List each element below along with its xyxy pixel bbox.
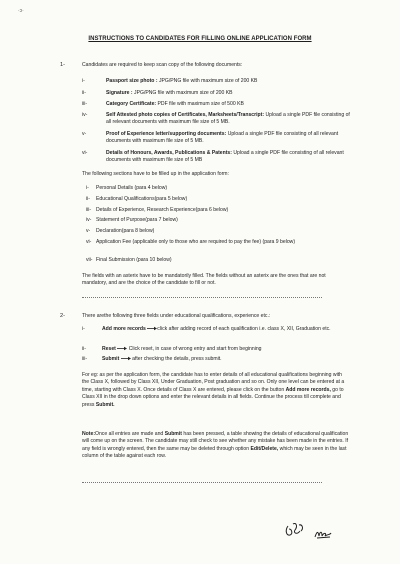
item-text: Educational Qualifications(para 5 below) [96, 196, 188, 202]
example-bold-1: Add more records, [285, 386, 331, 393]
section-2-number: 2- [60, 313, 65, 319]
section-list-item [86, 228, 348, 235]
document-item [82, 112, 352, 126]
item-text: Personal Details (para 4 below) [96, 185, 168, 191]
item-numeral: iv- [82, 112, 88, 118]
document-item [82, 150, 352, 164]
corner-mark: ·ɔ· [18, 8, 24, 14]
document-item [82, 101, 352, 108]
document-item [82, 90, 352, 97]
note-paragraph [82, 431, 350, 461]
document-item [82, 131, 352, 145]
item-label: Category Certificate: [106, 101, 157, 107]
field-item [82, 326, 352, 333]
reset-label: Reset [102, 346, 116, 352]
add-more-records-label: Add more records [102, 326, 146, 332]
item-numeral: i- [82, 326, 85, 332]
arrow-right-icon [121, 356, 131, 361]
item-numeral: vi- [82, 150, 88, 156]
item-text: JPG/PNG file with maximum size of 200 KB [134, 90, 233, 96]
item-text: Final Submission (para 10 below) [96, 257, 172, 263]
item-text: Upload a single PDF file consisting of all relevant documents with maximum file size of 5 MB [106, 150, 344, 163]
field-item [82, 346, 352, 353]
note-bold-2: Edit/Delete, [250, 445, 279, 452]
divider [82, 482, 322, 483]
sections-intro: The following sections have to be filled up in the application form: [82, 171, 229, 177]
arrow-right-icon [147, 326, 157, 331]
item-text: Upload a single PDF file consisting of all relevant documents with maximum file size of 5 MB. [106, 112, 350, 125]
example-bold-2: Submit. [95, 401, 115, 408]
section-list-item [86, 207, 348, 214]
item-numeral: iii- [86, 207, 92, 213]
item-label: Signature : [106, 90, 133, 96]
item-text: PDF file with maximum size of 500 KB [157, 101, 244, 107]
item-numeral: iii- [82, 101, 88, 107]
section-2-intro: There arethe following three fields under educational qualifications, experience etc.: [82, 313, 271, 319]
item-text: after checking the details, press submit. [132, 356, 222, 362]
item-text: Declaration(para 8 below) [96, 228, 155, 234]
item-text: Details of Experience, Research Experience(para 6 below) [96, 207, 229, 213]
item-text: Upload a single PDF file consisting of all relevant documents with maximum file size of 5 MB. [106, 131, 339, 144]
section-1-intro: Candidates are required to keep scan copy of the following documents: [82, 62, 243, 68]
item-numeral: ii- [82, 90, 86, 96]
item-numeral: iii- [82, 356, 88, 362]
item-text: Statement of Purpose(para 7 below) [96, 217, 178, 223]
section-list-item [86, 185, 348, 192]
item-numeral: v- [82, 131, 87, 137]
page-title: INSTRUCTIONS TO CANDIDATES FOR FILLING ONLINE APPLICATION FORM [88, 36, 312, 42]
item-numeral: ii- [86, 196, 90, 202]
item-label: Details of Honours, Awards, Publications & Patents: [106, 150, 232, 156]
item-text: click after adding record of each qualification i.e. class X, XII, Graduation etc. [157, 326, 331, 332]
item-numeral: i- [82, 78, 85, 84]
example-text-a: For eg: as per the application form, the candidate has to enter details of all educational qualifications beginning with the Class X, followed by Class XII, Under Graduation, Post graduation and so on. Only one level can be entered at a time, starting with Class X. Once details of Class X are entered, please click on the button [82, 372, 345, 393]
handwritten-initials [284, 520, 306, 540]
section-list-item [86, 257, 348, 264]
arrow-right-icon [117, 346, 127, 351]
section-list-item [86, 196, 348, 203]
item-label: Proof of Experience letter/supporting documents: [106, 131, 227, 137]
item-numeral: i- [86, 185, 89, 191]
document-item [82, 78, 352, 85]
item-numeral: v- [86, 228, 91, 234]
submit-label: Submit [102, 356, 120, 362]
field-item [82, 356, 352, 363]
example-paragraph [82, 372, 350, 409]
example-text-b: go to Class XII in the drop down options and enter the relevant details in all fields. Continue the process till complete and press [82, 386, 344, 408]
section-1-number: 1- [60, 62, 65, 68]
handwritten-signature [314, 528, 332, 540]
mandatory-note: The fields with an asterix have to be mandatorily filled. The fields without an asterix are the ones that are not mandatory, and are the choice of the candidate to fill or not. [82, 273, 326, 287]
note-text-c: which may be seen in the last column of the table against each row. [82, 445, 347, 460]
item-label: Self Attested photo copies of Certificates, Marksheets/Transcript: [106, 112, 265, 118]
divider [82, 297, 322, 298]
item-label: Passport size photo : [106, 78, 158, 84]
item-text: Application Fee (applicable only to those who are required to pay the fee) (para 9 below) [96, 239, 296, 245]
note-label: Note: [82, 431, 96, 437]
note-text-b: has been pressed, a table showing the details of educational qualification will come up on the screen. The candidate may still check to see whether any mistake has been made in the entries. If any field is wrongly entered, then the same may be deleted through option [82, 431, 349, 452]
item-numeral: iv- [86, 217, 92, 223]
section-list-item [86, 239, 348, 246]
item-text: Click reset, in case of wrong entry and start from beginning [128, 346, 262, 352]
item-text: JPG/PNG file with maximum size of 200 KB [158, 78, 258, 84]
item-numeral: vi- [86, 239, 92, 245]
note-text-a: Once all entries are made and [95, 431, 164, 437]
item-numeral: ii- [82, 346, 86, 352]
section-list-item [86, 217, 348, 224]
item-numeral: vii- [86, 257, 93, 263]
note-bold: Submit [164, 431, 182, 437]
